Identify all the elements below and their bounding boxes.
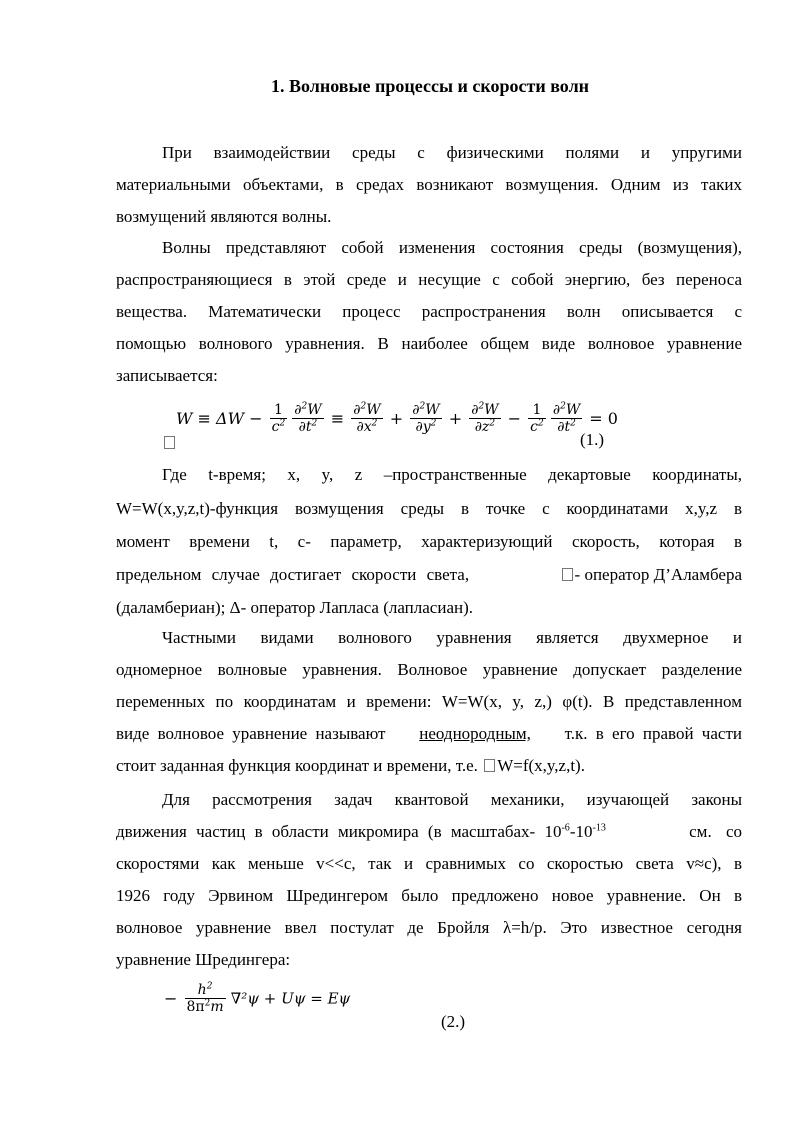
text-line: записывается: — [116, 366, 218, 385]
fraction-d2w-dt2-second: $\frac{\partial^2W}{\partial t^2}$ — [552, 401, 581, 435]
text-line: Частными видами волнового уравнения является двухмерное и — [162, 628, 742, 647]
text-line: стоит заданная функция координат и времени, т.е. W=f(x,y,z,t). — [116, 756, 585, 775]
schrodinger-equation: − $\frac{h^2}{8\pi^2m}$ ∇²ψ + Uψ = Eψ — [164, 981, 351, 1015]
section-title: 1. Волновые процессы и скорости волн — [270, 76, 590, 96]
dalembert-operator-symbol — [484, 759, 495, 772]
underlined-term: неоднородным, — [419, 724, 531, 743]
text-line: При взаимодействии среды с физическими полями и упругими — [162, 143, 742, 162]
text-line: одномерное волновые уравнения. Волновое уравнение допускает разделение — [116, 660, 742, 679]
equation-number-1: (1.) — [580, 430, 605, 449]
dalembert-operator-symbol — [164, 436, 175, 449]
text-line: движения частиц в области микромира (в масштабах- $10^{-6}-10^{-13}$ см. со — [116, 822, 742, 841]
text-line: волновое уравнение ввел постулат де Бройля λ=h/p. Это известное сегодня — [116, 918, 742, 937]
fraction-d2w-dz2: $\frac{\partial^2W}{\partial z^2}$ — [471, 401, 499, 435]
document-page: 1. Волновые процессы и скорости волн При взаимодействии среды с физическими полями и упругими материальными объектами, в средах возникают возмущения. Одним из таких возмущений являются волны. Волны представляют собой изменения состояния среды (возмущения), распространяющиеся в этой среде и несущие с собой энергию, без переноса вещества. Математически процесс распространения волн описывается с помощью волнового уравнения. В наиболее общем виде волновое уравнение записывается: W ≡ ΔW − $\frac{1}{c^2}$ $\frac{\partial^2W}{\partial t^2}$ ≡ $\frac{\partial^2W}{\partial x^2}$ + $\frac{\partial^2W}{\partial y^2}$ + $\frac{\partial^2W}{\partial z^2}$ − $\frac{1}{c^2}$ $\frac{\partial^2W}{\partial t^2}$ = 0 (1.) Где t-время; x, y, z –пространственные декартовые координаты, W=W(x,y,z,t)-функция возмущения среды в точке с координатами x,y,z в момент времени t, с- параметр, характеризующий скорость, которая в предельном случае достигает скорости света, - оператор Д’Аламбера (даламбериан); Δ- оператор Лапласа (лапласиан). Частными видами волнового уравнения является двухмерное и одномерное волновые уравнения. Волновое уравнение допускает разделение переменных по координатам и времени: W=W(x, y, z,) φ(t). В представленном виде волновое уравнение называют неоднородным, т.к. в его правой части стоит заданная функция координат и времени, т.е. W=f(x,y,z,t). Для рассмотрения задач квантовой механики, изучающей законы движения частиц в области микромира (в масштабах- $10^{-6}-10^{-13}$ см. со скоростями как меньше v<<c, так и сравнимых со скоростью света v≈c), в 1926 году Эрвином Шредингером было предложено новое уравнение. Он в волновое уравнение ввел постулат де Бройля λ=h/p. Это известное сегодня уравнение Шредингера: − $\frac{h^2}{8\pi^2m}$ ∇²ψ + Uψ = Eψ (2.) — [0, 0, 800, 1131]
equation-lhs: W ≡ ΔW − — [176, 409, 263, 428]
fraction-d2w-dx2: $\frac{\partial^2W}{\partial x^2}$ — [353, 401, 381, 435]
text-line: предельном случае достигает скорости света, - оператор Д’Аламбера — [116, 565, 742, 584]
text-line: 1926 году Эрвином Шредингером было предложено новое уравнение. Он в — [116, 886, 742, 905]
text-line: Для рассмотрения задач квантовой механики, изучающей законы — [162, 790, 742, 809]
text-line: вещества. Математически процесс распространения волн описывается с — [116, 302, 742, 321]
text-line: уравнение Шредингера: — [116, 950, 291, 969]
text-line: (даламбериан); Δ- оператор Лапласа (лапласиан). — [116, 598, 473, 617]
fraction-h2-over-8pi2m: $\frac{h^2}{8\pi^2m}$ — [186, 981, 224, 1015]
fraction-d2w-dt2: $\frac{\partial^2W}{\partial t^2}$ — [294, 401, 322, 435]
fraction-d2w-dy2: $\frac{\partial^2W}{\partial y^2}$ — [412, 401, 440, 435]
text-line: скоростями как меньше v<<c, так и сравнимых со скоростью света v≈c), в — [116, 854, 742, 873]
equation-number-2: (2.) — [441, 1012, 466, 1031]
text-line: возмущений являются волны. — [116, 207, 332, 226]
fraction-1-over-c2: $\frac{1}{c^2}$ — [271, 402, 286, 435]
text-line: момент времени t, с- параметр, характеризующий скорость, которая в — [116, 532, 742, 551]
dalembert-operator-symbol — [562, 568, 573, 581]
text-line: виде волновое уравнение называют неоднородным, т.к. в его правой части — [116, 718, 742, 750]
text-line: Волны представляют собой изменения состояния среды (возмущения), — [162, 238, 742, 257]
text-line: Где t-время; x, y, z –пространственные декартовые координаты, — [162, 465, 742, 484]
text-line: материальными объектами, в средах возникают возмущения. Одним из таких — [116, 175, 742, 194]
text-line: W=W(x,y,z,t)-функция возмущения среды в точке с координатами x,y,z в — [116, 499, 742, 518]
fraction-1-over-c2-second: $\frac{1}{c^2}$ — [530, 402, 544, 435]
text-line: распространяющиеся в этой среде и несущие с собой энергию, без переноса — [116, 270, 742, 289]
text-line: помощью волнового уравнения. В наиболее общем виде волновое уравнение — [116, 334, 742, 353]
text-line: переменных по координатам и времени: W=W(x, y, z,) φ(t). В представленном — [116, 692, 742, 711]
equation-rhs: ∇²ψ + Uψ = Eψ — [230, 989, 351, 1008]
